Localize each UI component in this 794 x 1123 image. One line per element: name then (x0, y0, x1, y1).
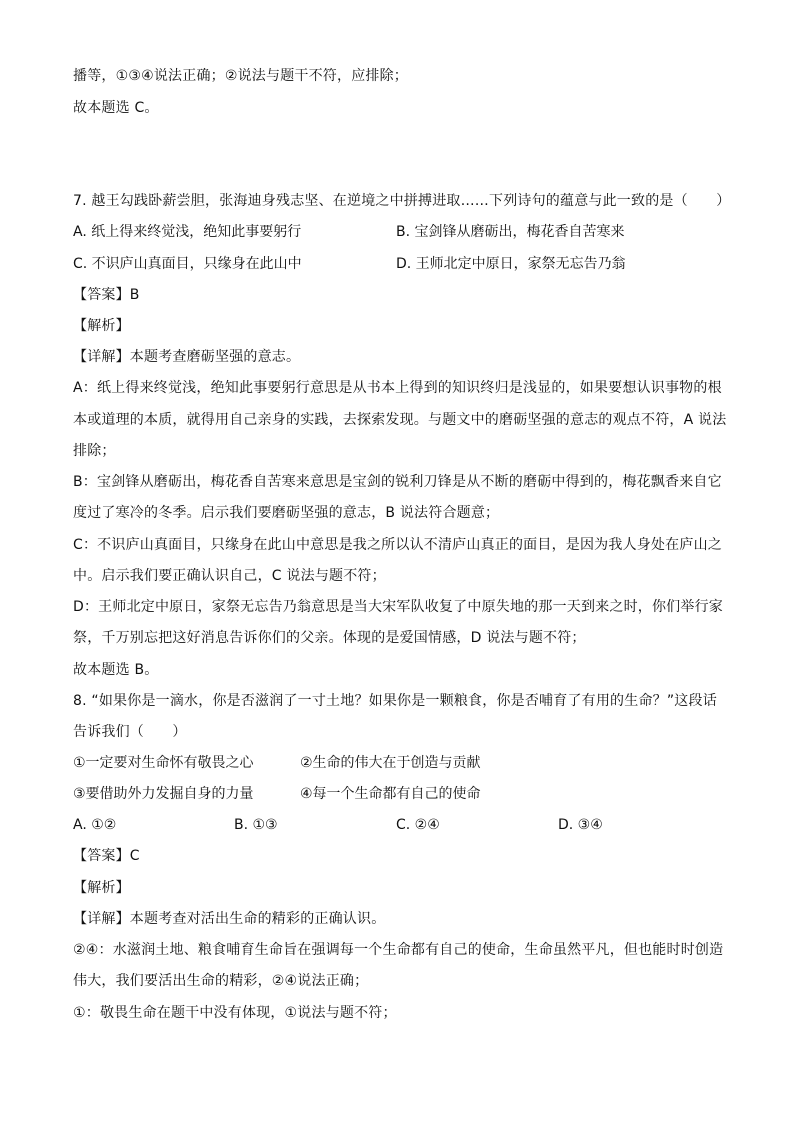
q7-explain-line: A：纸上得来终觉浅，绝知此事要躬行意思是从书本上得到的知识终归是浅显的，如果要想认识事物的根 (73, 380, 722, 396)
q8-answer: 【答案】C (73, 848, 140, 864)
q8-explain-line: ①：敬畏生命在题干中没有体现，①说法与题不符； (73, 1005, 397, 1021)
q8-option-c: C. ②④ (396, 817, 440, 833)
q8-detail: 【详解】本题考查对活出生命的精彩的正确认识。 (73, 911, 386, 927)
q8-item-2: ②生命的伟大在于创造与贡献 (300, 755, 481, 771)
question-8-stem-cont: 告诉我们（ ） (73, 724, 187, 740)
q8-analysis-heading: 【解析】 (73, 880, 130, 896)
q7-option-b: B. 宝剑锋从磨砺出，梅花香自苦寒来 (396, 224, 625, 240)
q7-explain-line: C：不识庐山真面目，只缘身在此山中意思是我之所以认不清庐山真正的面目，是因为我人身处在庐山之 (73, 537, 722, 553)
question-7-stem: 7. 越王勾践卧薪尝胆，张海迪身残志坚、在逆境之中拼搏进取……下列诗句的蕴意与此一致的是（ ） (73, 193, 731, 209)
q7-detail: 【详解】本题考查磨砺坚强的意志。 (73, 349, 301, 365)
q8-explain-line: ②④：水滋润土地、粮食哺育生命旨在强调每一个生命都有自己的使命，生命虽然平凡，但也能时时创造 (73, 942, 724, 958)
q7-answer: 【答案】B (73, 287, 140, 303)
q8-item-4: ④每一个生命都有自己的使命 (300, 786, 481, 802)
q7-option-a: A. 纸上得来终觉浅，绝知此事要躬行 (73, 224, 302, 240)
q7-explain-line: 中。启示我们要正确认识自己，C 说法与题不符； (73, 568, 386, 584)
q7-explain-line: 祭，千万别忘把这好消息告诉你们的父亲。体现的是爱国情感，D 说法与题不符； (73, 630, 586, 646)
q7-explain-line: 本或道理的本质，就得用自己亲身的实践，去探索发现。与题文中的磨砺坚强的意志的观点不符，A 说法 (73, 412, 727, 428)
q7-option-c: C. 不识庐山真面目，只缘身在此山中 (73, 256, 302, 272)
q7-explain-line: 排除； (73, 443, 116, 459)
q7-explain-line: B：宝剑锋从磨砺出，梅花香自苦寒来意思是宝剑的锐利刀锋是从不断的磨砺中得到的，梅花飘香来自它 (73, 474, 722, 490)
q8-item-1: ①一定要对生命怀有敬畏之心 (73, 755, 254, 771)
question-8-stem: 8. “如果你是一滴水，你是否滋润了一寸土地？如果你是一颗粮食，你是否哺育了有用的生命？”这段话 (73, 693, 717, 709)
prev-conclusion-line: 故本题选 C。 (73, 100, 159, 116)
q7-explain-line: D：王师北定中原日，家祭无忘告乃翁意思是当大宋军队收复了中原失地的那一天到来之时，你们举行家 (73, 599, 723, 615)
q7-conclusion: 故本题选 B。 (73, 662, 159, 678)
q8-option-d: D. ③④ (558, 817, 603, 833)
q7-option-d: D. 王师北定中原日，家祭无忘告乃翁 (396, 256, 626, 272)
q8-explain-line: 伟大，我们要活出生命的精彩，②④说法正确； (73, 973, 369, 989)
q8-option-b: B. ①③ (234, 817, 278, 833)
prev-explanation-line: 播等，①③④说法正确；②说法与题干不符，应排除； (73, 68, 409, 84)
q7-explain-line: 度过了寒冷的冬季。启示我们要磨砺坚强的意志，B 说法符合题意； (73, 505, 500, 521)
q8-option-a: A. ①② (73, 817, 117, 833)
q8-item-3: ③要借助外力发掘自身的力量 (73, 786, 254, 802)
q7-analysis-heading: 【解析】 (73, 318, 130, 334)
